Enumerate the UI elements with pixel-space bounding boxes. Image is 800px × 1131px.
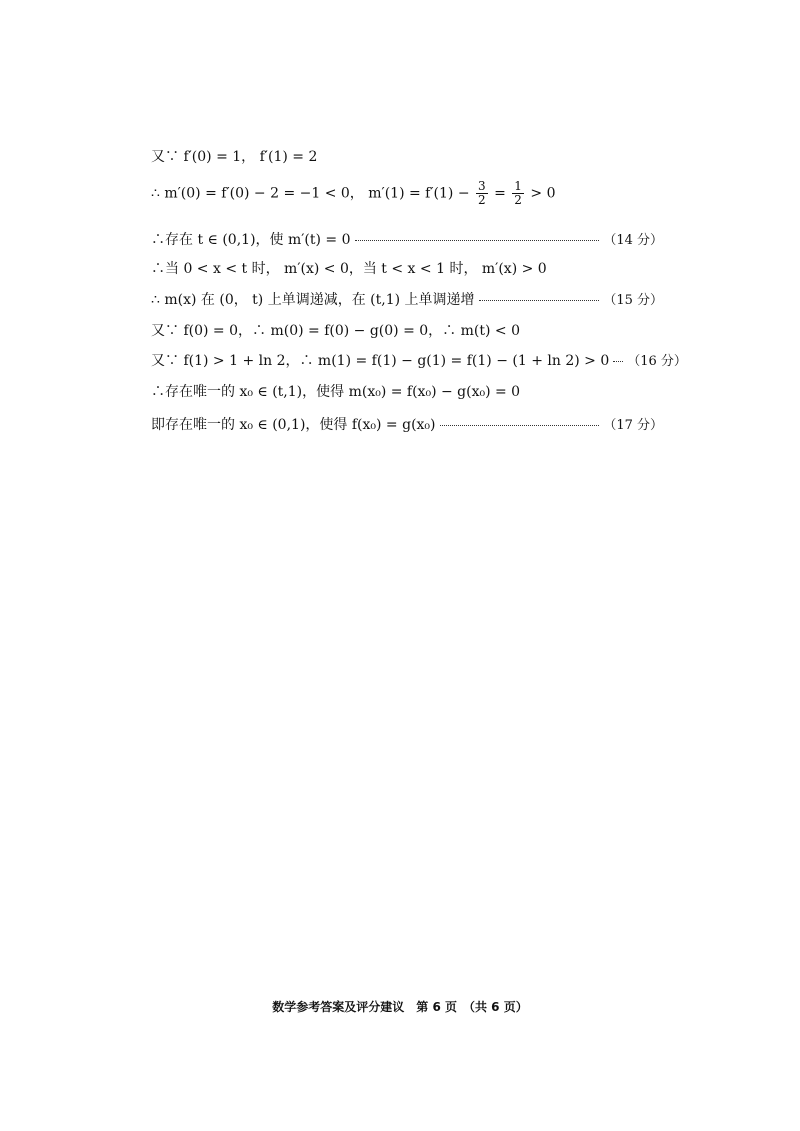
- proof-line-text: ∴存在 t ∈ (0,1)，使 m′(t) = 0: [151, 232, 351, 248]
- fraction-numerator: 1: [514, 179, 522, 193]
- proof-line-text: 又∵ f(1) > 1 + ln 2，∴ m(1) = f(1) − g(1) = f(1) − (1 + ln 2) > 0: [151, 353, 610, 369]
- proof-line-text-post: > 0: [530, 185, 556, 202]
- dot-leader: [440, 425, 600, 426]
- dot-leader: [613, 361, 623, 362]
- score-label: （14 分）: [603, 233, 663, 248]
- fraction-one-half: [512, 180, 524, 207]
- proof-line-8: [151, 381, 663, 401]
- proof-line-1: [151, 146, 663, 166]
- fraction-denominator: 2: [514, 193, 522, 207]
- page-footer: 数学参考答案及评分建议 第 6 页 （共 6 页）: [272, 1000, 528, 1014]
- proof-line-6: [151, 320, 663, 340]
- proof-line-text: 即存在唯一的 x₀ ∈ (0,1)，使得 f(x₀) = g(x₀): [151, 417, 436, 433]
- proof-line-text: 又∵ f′(0) = 1， f′(1) = 2: [151, 149, 318, 165]
- fraction-numerator: 3: [478, 179, 486, 193]
- proof-line-text: ∴存在唯一的 x₀ ∈ (t,1)，使得 m(x₀) = f(x₀) − g(x₀) = 0: [151, 384, 521, 400]
- score-label: （16 分）: [627, 354, 687, 369]
- proof-line-text: ∴ m(x) 在 (0， t) 上单调递减，在 (t,1) 上单调递增: [151, 292, 475, 308]
- proof-line-4: [151, 258, 663, 278]
- dot-leader: [479, 300, 600, 301]
- score-label: （15 分）: [603, 293, 663, 308]
- proof-line-text: [151, 180, 555, 207]
- proof-line-5: [151, 289, 663, 309]
- fraction-denominator: 2: [478, 193, 486, 207]
- proof-line-text: ∴当 0 < x < t 时， m′(x) < 0，当 t < x < 1 时， m′(x) > 0: [151, 261, 547, 277]
- fraction-three-halves: [476, 180, 488, 207]
- score-label: （17 分）: [603, 418, 663, 433]
- proof-line-text-mid: =: [494, 185, 506, 202]
- proof-line-2: [151, 180, 663, 207]
- dot-leader: [355, 240, 600, 241]
- proof-line-text-pre: ∴ m′(0) = f′(0) − 2 = −1 < 0， m′(1) = f′(1) −: [151, 185, 470, 202]
- proof-line-3: [151, 229, 663, 249]
- proof-line-9: [151, 414, 663, 434]
- proof-line-text: 又∵ f(0) = 0，∴ m(0) = f(0) − g(0) = 0，∴ m(t) < 0: [151, 323, 520, 339]
- proof-line-7: [151, 350, 687, 370]
